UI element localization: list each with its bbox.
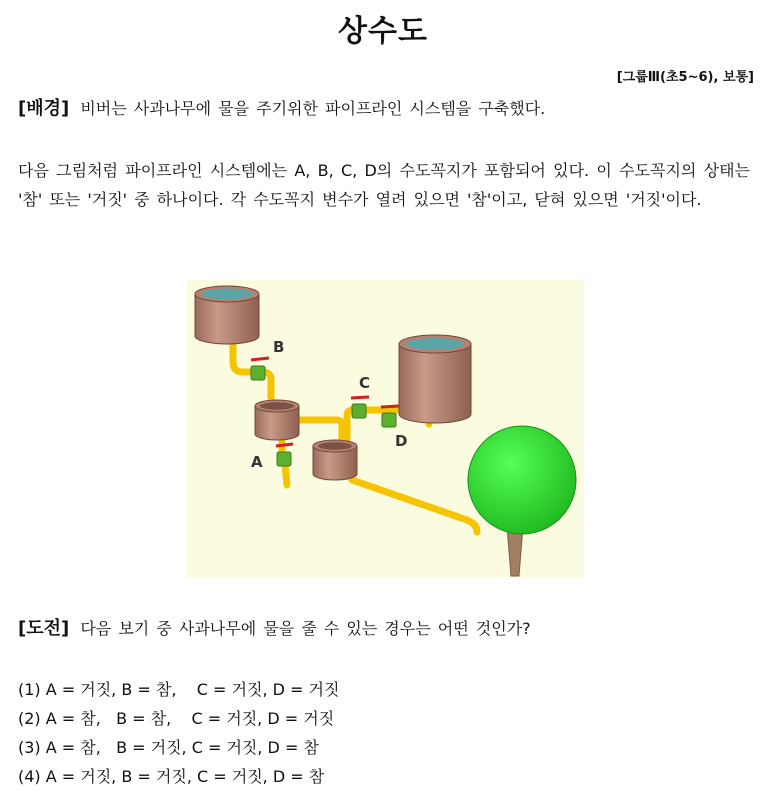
option-2[interactable]: (2) A = 참, B = 참, C = 거짓, D = 거짓 (18, 709, 335, 728)
challenge-tag: [도전] (18, 618, 70, 639)
valve-label-b: B (273, 338, 285, 356)
valve-c (351, 397, 369, 418)
tank-top-left (195, 286, 259, 344)
challenge-section (18, 614, 750, 643)
page-title: 상수도 (338, 14, 428, 49)
tank-middle (255, 400, 299, 440)
pipeline-diagram (187, 280, 584, 577)
valve-label-a: A (251, 453, 263, 471)
answer-options (18, 675, 339, 791)
background-tag: [배경] (18, 98, 70, 119)
difficulty-level: [그룹Ⅲ(초5~6), 보통] (616, 70, 754, 85)
background-text: 비버는 사과나무에 물을 주기위한 파이프라인 시스템을 구축했다. (80, 99, 546, 118)
apple-tree (468, 426, 576, 576)
tank-lower (313, 440, 357, 480)
valve-label-d: D (395, 432, 408, 450)
description-text: 다음 그림처럼 파이프라인 시스템에는 A, B, C, D의 수도꼭지가 포함되어 있다. 이 수도꼭지의 상태는 '참' 또는 '거짓' 중 하나이다. 각 수도꼭지 변수가 열려 있으면 '참'이고, 닫혀 있으면 '거짓'이다. (18, 161, 750, 209)
option-1[interactable]: (1) A = 거짓, B = 참, C = 거짓, D = 거짓 (18, 680, 340, 699)
option-4[interactable]: (4) A = 거짓, B = 거짓, C = 거짓, D = 참 (18, 767, 325, 786)
option-3[interactable]: (3) A = 참, B = 거짓, C = 거짓, D = 참 (18, 738, 319, 757)
challenge-text: 다음 보기 중 사과나무에 물을 줄 수 있는 경우는 어떤 것인가? (80, 619, 531, 638)
pipeline-figure (187, 280, 584, 577)
background-section (18, 94, 750, 123)
pipe-tree (352, 480, 477, 532)
tank-large-right (399, 335, 471, 423)
valve-label-c: C (359, 374, 371, 392)
